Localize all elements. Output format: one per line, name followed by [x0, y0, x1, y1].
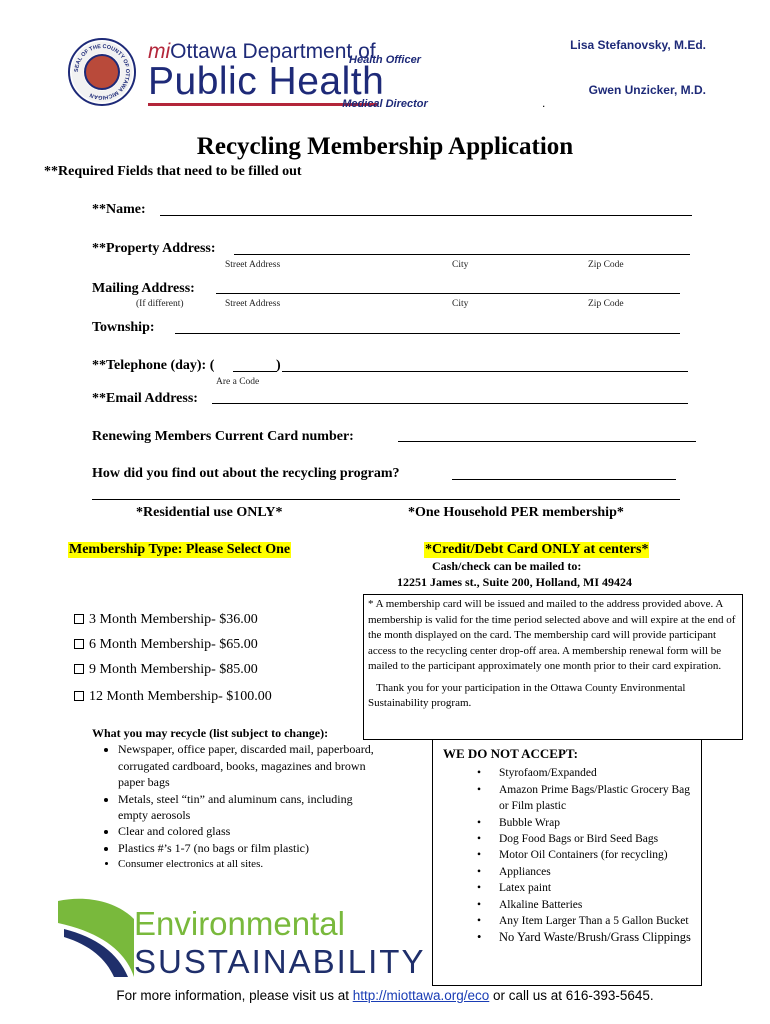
not-accept-item: • Amazon Prime Bags/Plastic Grocery Bag or Film plastic	[447, 782, 691, 815]
mailing-address-label: Mailing Address:	[92, 281, 195, 296]
not-accept-item: • Dog Food Bags or Bird Seed Bags	[447, 831, 691, 847]
officer2-dot: .	[542, 96, 546, 110]
property-address-input[interactable]	[234, 254, 690, 255]
renewing-card-input[interactable]	[398, 441, 696, 442]
seal-text: SEAL OF THE COUNTY OF OTTAWA MICHIGAN	[73, 43, 131, 101]
recycle-item: • Metals, steel “tin” and aluminum cans, including empty aerosols	[118, 791, 382, 824]
es-logo-line2: SUSTAINABILITY	[134, 943, 426, 980]
telephone-label: **Telephone (day): (	[92, 358, 215, 373]
household-note: *One Household PER membership*	[408, 505, 624, 520]
property-city-sub: City	[452, 260, 469, 270]
mailing-zip-sub: Zip Code	[588, 299, 624, 309]
footer-link[interactable]: http://miottawa.org/eco	[352, 988, 490, 1003]
recycle-item: • Clear and colored glass	[118, 823, 382, 839]
renewing-card-label: Renewing Members Current Card number:	[92, 429, 354, 444]
option-3-month[interactable]	[74, 612, 258, 628]
area-code-input[interactable]	[233, 371, 277, 372]
not-accept-item: • No Yard Waste/Brush/Grass Clippings	[447, 929, 691, 945]
recycle-item: • Consumer electronics at all sites.	[118, 856, 382, 872]
required-note: **Required Fields that need to be filled out	[44, 164, 302, 179]
mailing-if-different: (If different)	[136, 299, 184, 309]
option-9-month[interactable]	[74, 662, 258, 678]
membership-type-heading: Membership Type: Please Select One	[69, 542, 291, 557]
property-address-label: **Property Address:	[92, 241, 216, 256]
logo-public-health: Public Health	[148, 60, 385, 103]
telephone-input[interactable]	[282, 371, 688, 372]
how-find-label: How did you find out about the recycling program?	[92, 466, 400, 481]
recycle-section	[92, 725, 382, 873]
checkbox-12-month[interactable]	[74, 691, 84, 701]
telephone-paren-close: )	[276, 358, 281, 373]
township-label: Township:	[92, 320, 155, 335]
option-6-month[interactable]	[74, 637, 258, 653]
option-3-month-label: 3 Month Membership- $36.00	[89, 612, 258, 627]
option-12-month[interactable]	[74, 689, 272, 705]
officer1-title: Health Officer	[349, 54, 421, 66]
notice-para2: Thank you for your participation in the Ottawa County Environmental Sustainability program.	[368, 681, 686, 709]
not-accept-item: • Appliances	[447, 864, 691, 880]
mail-note: Cash/check can be mailed to:	[432, 559, 582, 573]
footer-prefix: For more information, please visit us at	[116, 988, 353, 1003]
checkbox-3-month[interactable]	[74, 614, 84, 624]
officer2-name: Gwen Unzicker, M.D.	[588, 83, 706, 97]
recycle-item: • Plastics #’s 1-7 (no bags or film plastic)	[118, 840, 382, 856]
recycle-item: • Newspaper, office paper, discarded mail, paperboard, corrugated cardboard, books, magazines and brown paper bags	[118, 741, 382, 790]
property-street-sub: Street Address	[225, 260, 281, 270]
email-label: **Email Address:	[92, 391, 198, 406]
name-label: **Name:	[92, 202, 146, 217]
not-accept-heading: WE DO NOT ACCEPT:	[443, 746, 578, 761]
how-find-input-line2[interactable]	[92, 499, 680, 500]
option-6-month-label: 6 Month Membership- $65.00	[89, 637, 258, 652]
not-accept-item: • Alkaline Batteries	[447, 897, 691, 913]
membership-notice-box	[363, 594, 743, 740]
mailing-address-input[interactable]	[216, 293, 680, 294]
email-input[interactable]	[212, 403, 688, 404]
checkbox-9-month[interactable]	[74, 664, 84, 674]
how-find-input[interactable]	[452, 479, 676, 480]
area-code-sub: Are a Code	[216, 377, 260, 387]
option-9-month-label: 9 Month Membership- $85.00	[89, 662, 258, 677]
logo-brand-prefix: mi	[148, 40, 171, 63]
mailing-street-sub: Street Address	[225, 299, 281, 309]
checkbox-6-month[interactable]	[74, 639, 84, 649]
mail-address: 12251 James st., Suite 200, Holland, MI 49424	[397, 575, 633, 589]
logo-department: Ottawa Department of	[170, 40, 376, 63]
mailing-city-sub: City	[452, 299, 469, 309]
not-accept-item: • Any Item Larger Than a 5 Gallon Bucket	[447, 913, 691, 929]
name-input[interactable]	[160, 215, 692, 216]
not-accept-item: • Motor Oil Containers (for recycling)	[447, 847, 691, 863]
footer	[0, 988, 770, 1003]
not-accept-item: • Styrofaom/Expanded	[447, 765, 691, 781]
not-accept-item: • Bubble Wrap	[447, 815, 691, 831]
not-accept-box	[432, 739, 702, 986]
footer-suffix: or call us at 616-393-5645.	[489, 988, 654, 1003]
officer2-title: Medical Director	[342, 98, 428, 110]
residential-note: *Residential use ONLY*	[136, 505, 283, 520]
not-accept-item: • Latex paint	[447, 880, 691, 896]
page-title: Recycling Membership Application	[196, 133, 574, 160]
officer1-name: Lisa Stefanovsky, M.Ed.	[570, 38, 706, 52]
card-only-note: *Credit/Debt Card ONLY at centers*	[425, 542, 649, 557]
notice-para1: * A membership card will be issued and mailed to the address provided above. A membership is valid for the time period selected above and will expire at the end of the month displayed on the card. The membership card will provide participant access to the recycling center drop-off area. A membership renewal form will be mailed to the participant approximately one month prior to their card expiration.	[368, 598, 736, 672]
option-12-month-label: 12 Month Membership- $100.00	[89, 689, 272, 704]
property-zip-sub: Zip Code	[588, 260, 624, 270]
recycle-heading: What you may recycle (list subject to change):	[92, 726, 329, 740]
es-logo-line1: Environmental	[134, 905, 345, 942]
township-input[interactable]	[175, 333, 680, 334]
